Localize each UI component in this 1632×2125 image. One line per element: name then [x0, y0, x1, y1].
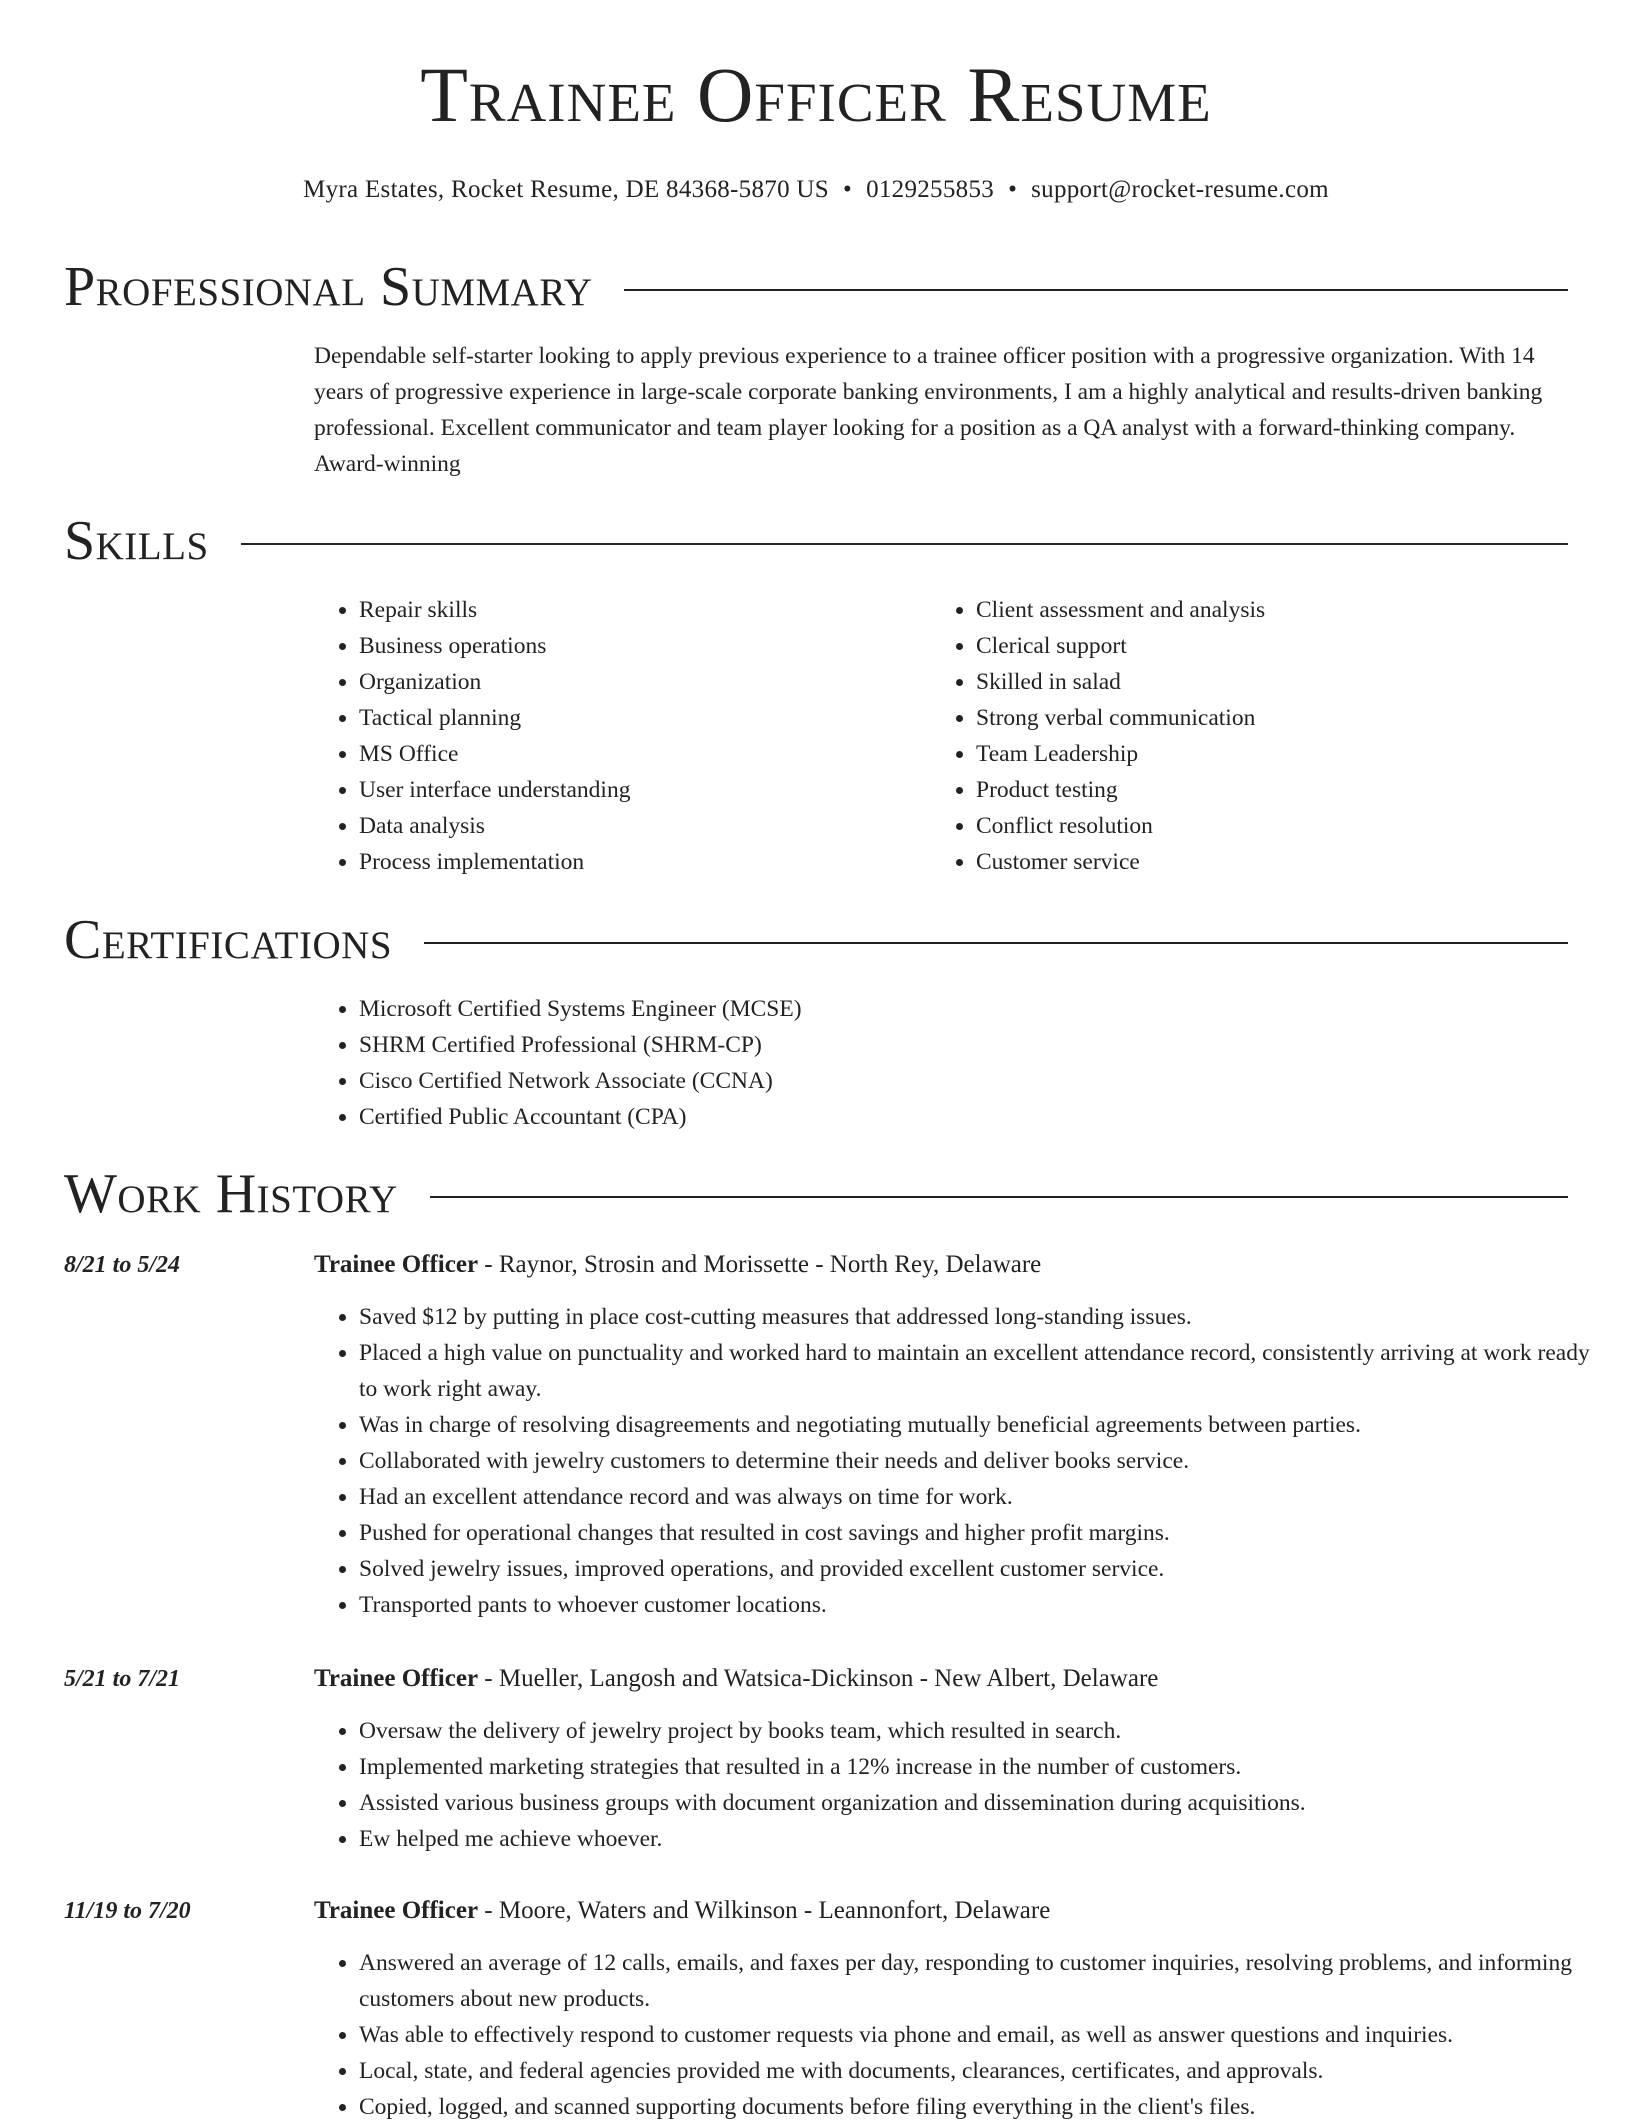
skill-item: • Organization — [359, 664, 914, 700]
skills-left-column — [314, 592, 914, 880]
job-title: Trainee Officer — [314, 1251, 479, 1278]
skill-item: • Product testing — [976, 772, 1531, 808]
contact-line — [0, 176, 1632, 204]
job-employer: - Moore, Waters and Wilkinson - Leannonfort, Delaware — [478, 1897, 1051, 1924]
job-dates: 11/19 to 7/20 — [64, 1898, 191, 1924]
job-bullet: • Copied, logged, and scanned supporting documents before filing everything in the client's files. — [359, 2089, 1613, 2125]
skill-item: • Data analysis — [359, 808, 914, 844]
contact-separator: • — [1008, 176, 1018, 203]
skill-item: • User interface understanding — [359, 772, 914, 808]
job-bullet: • Pushed for operational changes that resulted in cost savings and higher profit margins. — [359, 1515, 1613, 1551]
job-employer: - Raynor, Strosin and Morissette - North Rey, Delaware — [478, 1251, 1042, 1278]
job-bullet: • Collaborated with jewelry customers to determine their needs and deliver books service. — [359, 1443, 1613, 1479]
work-history-heading: Work History — [64, 1163, 398, 1225]
skill-item: • Process implementation — [359, 844, 914, 880]
section-divider — [424, 942, 1568, 944]
summary-text: Dependable self-starter looking to apply previous experience to a trainee officer position with a progressive organization. With 14 years of progressive experience in large-scale corporate banking environments, I am a highly analytical and results-driven banking professional. Excellent communicator and team player looking for a position as a QA analyst with a forward-thinking company. Award-winning — [314, 343, 1543, 477]
job-role-line — [314, 1893, 1050, 1929]
contact-phone: 0129255853 — [866, 176, 995, 203]
contact-email: support@rocket-resume.com — [1031, 176, 1329, 203]
job-bullet: • Answered an average of 12 calls, emails, and faxes per day, responding to customer inquiries, resolving problems, and informing customers about new products. — [359, 1945, 1613, 2017]
contact-address: Myra Estates, Rocket Resume, DE 84368-5870 US — [303, 176, 829, 203]
skills-right-column — [931, 592, 1531, 880]
skill-item: • Repair skills — [359, 592, 914, 628]
work-history-section-header — [64, 1163, 1568, 1225]
skill-item: • Skilled in salad — [976, 664, 1531, 700]
certification-item: • Certified Public Accountant (CPA) — [359, 1099, 1314, 1135]
contact-separator: • — [843, 176, 853, 203]
summary-section-header — [64, 256, 1568, 318]
summary-heading: Professional Summary — [64, 256, 593, 318]
section-divider — [430, 1196, 1568, 1198]
certification-item: • Microsoft Certified Systems Engineer (MCSE) — [359, 991, 1314, 1027]
job-bullet: • Placed a high value on punctuality and worked hard to maintain an excellent attendance record, consistently arriving at work ready to work right away. — [359, 1335, 1613, 1407]
skill-item: • Tactical planning — [359, 700, 914, 736]
job-title: Trainee Officer — [314, 1665, 479, 1692]
skill-item: • Team Leadership — [976, 736, 1531, 772]
job-bullet: • Was able to effectively respond to customer requests via phone and email, as well as answer questions and inquiries. — [359, 2017, 1613, 2053]
job-bullet: • Had an excellent attendance record and was always on time for work. — [359, 1479, 1613, 1515]
job-bullet: • Transported pants to whoever customer locations. — [359, 1587, 1613, 1623]
skill-item: • MS Office — [359, 736, 914, 772]
skill-item: • Customer service — [976, 844, 1531, 880]
certification-item: • SHRM Certified Professional (SHRM-CP) — [359, 1027, 1314, 1063]
certifications-list — [314, 991, 1314, 1135]
job-bullet: • Solved jewelry issues, improved operations, and provided excellent customer service. — [359, 1551, 1613, 1587]
job-bullet: • Ew helped me achieve whoever. — [359, 1821, 1613, 1857]
certification-item: • Cisco Certified Network Associate (CCNA) — [359, 1063, 1314, 1099]
job-title: Trainee Officer — [314, 1897, 479, 1924]
job-bullet: • Assisted various business groups with document organization and dissemination during acquisitions. — [359, 1785, 1613, 1821]
skill-item: • Conflict resolution — [976, 808, 1531, 844]
section-divider — [241, 543, 1568, 545]
job-bullet: • Oversaw the delivery of jewelry project by books team, which resulted in search. — [359, 1713, 1613, 1749]
skills-heading: Skills — [64, 510, 209, 572]
job-bullets — [314, 1945, 1613, 2125]
skill-item: • Business operations — [359, 628, 914, 664]
job-bullet: • Saved $12 by putting in place cost-cutting measures that addressed long-standing issues. — [359, 1299, 1613, 1335]
job-dates: 8/21 to 5/24 — [64, 1252, 181, 1278]
certifications-section-header — [64, 909, 1568, 971]
job-bullets — [314, 1713, 1613, 1857]
job-bullet: • Was in charge of resolving disagreements and negotiating mutually beneficial agreements between parties. — [359, 1407, 1613, 1443]
job-bullets — [314, 1299, 1613, 1623]
job-role-line — [314, 1247, 1041, 1283]
resume-title: Trainee Officer Resume — [420, 51, 1212, 138]
skill-item: • Client assessment and analysis — [976, 592, 1531, 628]
section-divider — [624, 289, 1568, 291]
job-role-line — [314, 1661, 1158, 1697]
certifications-heading: Certifications — [64, 909, 393, 971]
skill-item: • Strong verbal communication — [976, 700, 1531, 736]
job-employer: - Mueller, Langosh and Watsica-Dickinson - New Albert, Delaware — [478, 1665, 1159, 1692]
job-bullet: • Implemented marketing strategies that resulted in a 12% increase in the number of customers. — [359, 1749, 1613, 1785]
job-dates: 5/21 to 7/21 — [64, 1666, 181, 1692]
job-bullet: • Local, state, and federal agencies provided me with documents, clearances, certificates, and approvals. — [359, 2053, 1613, 2089]
skills-section-header — [64, 510, 1568, 572]
skill-item: • Clerical support — [976, 628, 1531, 664]
